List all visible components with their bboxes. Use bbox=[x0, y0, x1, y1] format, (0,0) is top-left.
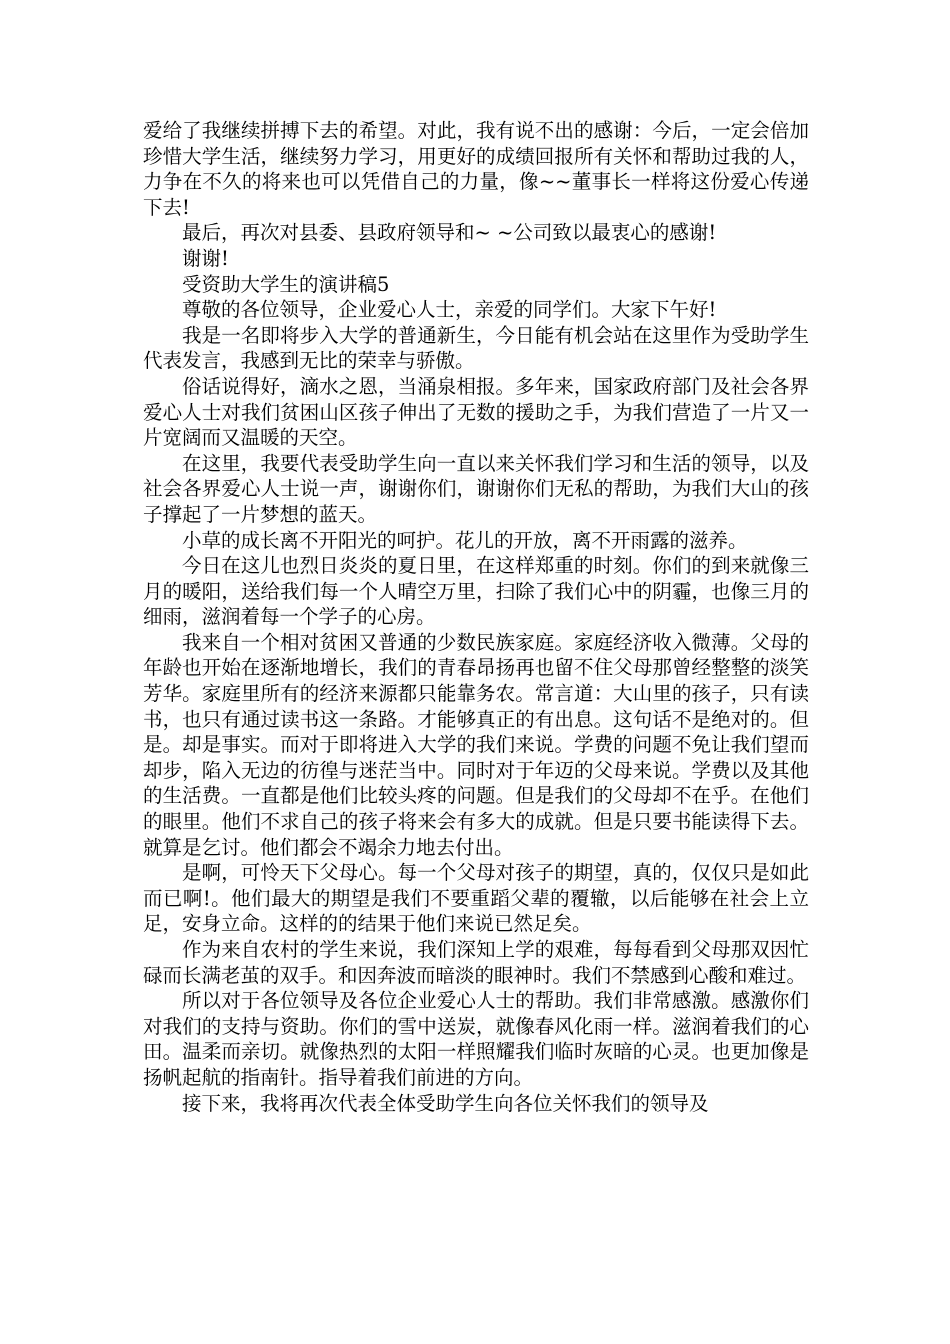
paragraph-10: 今日在这儿也烈日炎炎的夏日里，在这样郑重的时刻。你们的到来就像三月的暖阳，送给我们每一个人晴空万里，扫除了我们心中的阴霾，也像三月的细雨，滋润着每一个学子的心房。 bbox=[143, 554, 809, 629]
section-heading: 受资助大学生的演讲稿5 bbox=[182, 272, 390, 296]
paragraph-2: 最后，再次对县委、县政府领导和~ ~公司致以最衷心的感谢! bbox=[182, 221, 717, 245]
paragraph-7: 俗话说得好，滴水之恩，当涌泉相报。多年来，国家政府部门及社会各界爱心人士对我们贫困山区孩子伸出了无数的援助之手，为我们营造了一片又一片宽阔而又温暖的天空。 bbox=[143, 374, 809, 450]
paragraph-14: 所以对于各位领导及各位企业爱心人士的帮助。我们非常感激。感激你们对我们的支持与资助。你们的雪中送炭，就像春风化雨一样。滋润着我们的心田。温柔而亲切。就像热烈的太阳一样照耀我们临时灰暗的心灵。也更加像是扬帆起航的指南针。指导着我们前进的方向。 bbox=[143, 989, 809, 1089]
paragraph-12: 是啊，可怜天下父母心。每一个父母对孩子的期望，真的，仅仅只是如此而已啊!。他们最大的期望是我们不要重蹈父辈的覆辙，以后能够在社会上立足，安身立命。这样的的结果于他们来说已然足矣。 bbox=[143, 861, 809, 936]
document-page bbox=[143, 118, 809, 1116]
paragraph-15: 接下来，我将再次代表全体受助学生向各位关怀我们的领导及 bbox=[182, 1091, 709, 1115]
paragraph-13: 作为来自农村的学生来说，我们深知上学的艰难，每每看到父母那双因忙碌而长满老茧的双手。和因奔波而暗淡的眼神时。我们不禁感到心酸和难过。 bbox=[143, 938, 809, 987]
paragraph-1: 爱给了我继续拼搏下去的希望。对此，我有说不出的感谢：今后，一定会倍加珍惜大学生活，继续努力学习，用更好的成绩回报所有关怀和帮助过我的人，力争在不久的将来也可以凭借自己的力量，像~~董事长一样将这份爱心传递下去! bbox=[143, 119, 809, 219]
paragraph-3: 谢谢! bbox=[182, 246, 229, 270]
paragraph-8: 在这里，我要代表受助学生向一直以来关怀我们学习和生活的领导，以及社会各界爱心人士说一声，谢谢你们，谢谢你们无私的帮助，为我们大山的孩子撑起了一片梦想的蓝天。 bbox=[143, 451, 809, 526]
paragraph-9: 小草的成长离不开阳光的呵护。花儿的开放，离不开雨露的滋养。 bbox=[182, 528, 748, 552]
paragraph-11: 我来自一个相对贫困又普通的少数民族家庭。家庭经济收入微薄。父母的年龄也开始在逐渐地增长，我们的青春昂扬再也留不住父母那曾经整整的淡笑芳华。家庭里所有的经济来源都只能靠务农。常言道：大山里的孩子，只有读书，也只有通过读书这一条路。才能够真正的有出息。这句话不是绝对的。但是。却是事实。而对于即将进入大学的我们来说。学费的问题不免让我们望而却步，陷入无边的彷徨与迷茫当中。同时对于年迈的父母来说。学费以及其他的生活费。一直都是他们比较头疼的问题。但是我们的父母却不在乎。在他们的眼里。他们不求自己的孩子将来会有多大的成就。但是只要书能读得下去。就算是乞讨。他们都会不竭余力地去付出。 bbox=[143, 630, 809, 859]
paragraph-5: 尊敬的各位领导，企业爱心人士，亲爱的同学们。大家下午好! bbox=[182, 298, 717, 322]
paragraph-6: 我是一名即将步入大学的普通新生，今日能有机会站在这里作为受助学生代表发言，我感到无比的荣幸与骄傲。 bbox=[143, 323, 809, 373]
